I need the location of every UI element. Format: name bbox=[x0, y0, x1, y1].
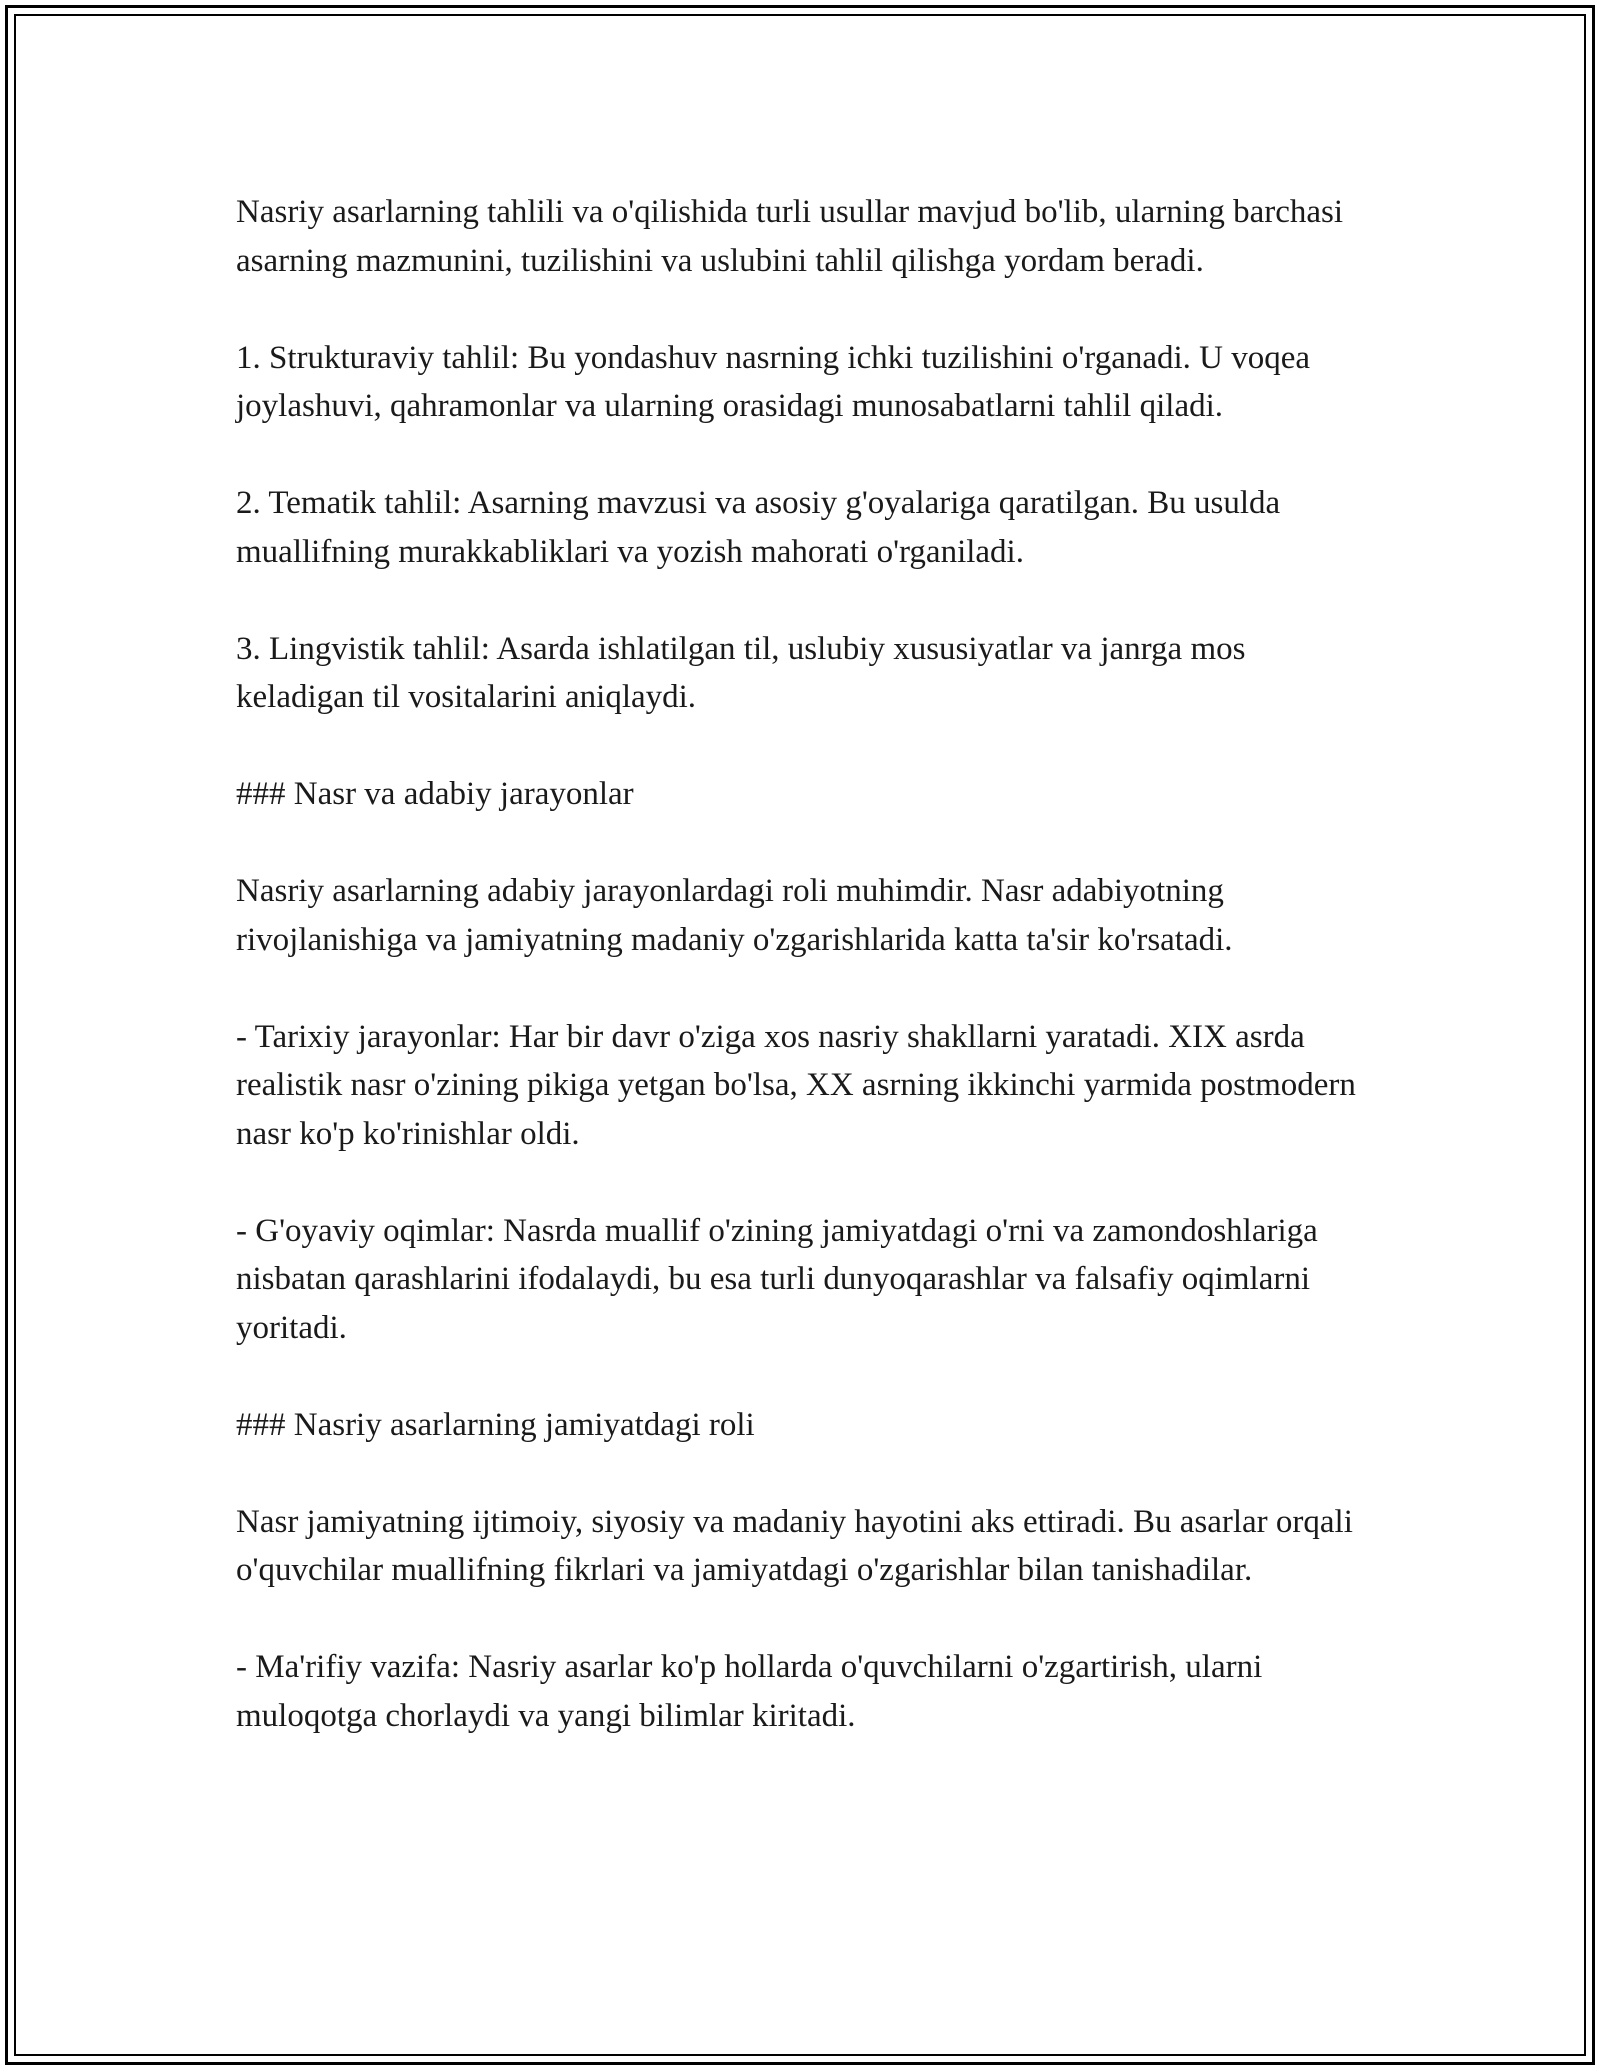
bullet-historical-processes: - Tarixiy jarayonlar: Har bir davr o'ziga xos nasriy shakllarni yaratadi. XIX asrda realistik nasr o'zining pikiga yetgan bo'lsa, XX asrning ikkinchi yarmida postmodern nasr ko'p ko'rinishlar oldi. bbox=[236, 1018, 1356, 1152]
paragraph-literary-processes: Nasriy asarlarning adabiy jarayonlardagi roli muhimdir. Nasr adabiyotning rivojlanishiga va jamiyatning madaniy o'zgarishlarida katta ta'sir ko'rsatadi. bbox=[236, 873, 1233, 958]
list-item-linguistic-analysis: 3. Lingvistik tahlil: Asarda ishlatilgan til, uslubiy xususiyatlar va janrga mos keladigan til vositalarini aniqlaydi. bbox=[236, 630, 1246, 715]
intro-paragraph: Nasriy asarlarning tahlili va o'qilishida turli usullar mavjud bo'lib, ularning barchasi asarning mazmunini, tuzilishini va uslubini tahlil qilishga yordam beradi. bbox=[236, 194, 1344, 279]
list-item-structural-analysis: 1. Strukturaviy tahlil: Bu yondashuv nasrning ichki tuzilishini o'rganadi. U voqea joylashuvi, qahramonlar va ularning orasidagi munosabatlarni tahlil qiladi. bbox=[236, 339, 1311, 424]
list-item-thematic-analysis: 2. Tematik tahlil: Asarning mavzusi va asosiy g'oyalariga qaratilgan. Bu usulda muallifning murakkabliklari va yozish mahorati o'rganiladi. bbox=[236, 485, 1281, 570]
section-heading-prose-literary-processes: ### Nasr va adabiy jarayonlar bbox=[236, 776, 634, 812]
section-heading-role-in-society: ### Nasriy asarlarning jamiyatdagi roli bbox=[236, 1406, 755, 1443]
document-body bbox=[236, 188, 1376, 1740]
bullet-educational-function: - Ma'rifiy vazifa: Nasriy asarlar ko'p hollarda o'quvchilarni o'zgartirish, ularni muloqotga chorlaydi va yangi bilimlar kiritadi. bbox=[236, 1649, 1263, 1734]
bullet-ideological-currents: - G'oyaviy oqimlar: Nasrda muallif o'zining jamiyatdagi o'rni va zamondoshlariga nisbatan qarashlarini ifodalaydi, bu esa turli dunyoqarashlar va falsafiy oqimlarni yoritadi. bbox=[236, 1212, 1318, 1346]
paragraph-role-in-society: Nasr jamiyatning ijtimoiy, siyosiy va madaniy hayotini aks ettiradi. Bu asarlar orqali o'quvchilar muallifning fikrlari va jamiyatdagi o'zgarishlar bilan tanishadilar. bbox=[236, 1503, 1353, 1588]
